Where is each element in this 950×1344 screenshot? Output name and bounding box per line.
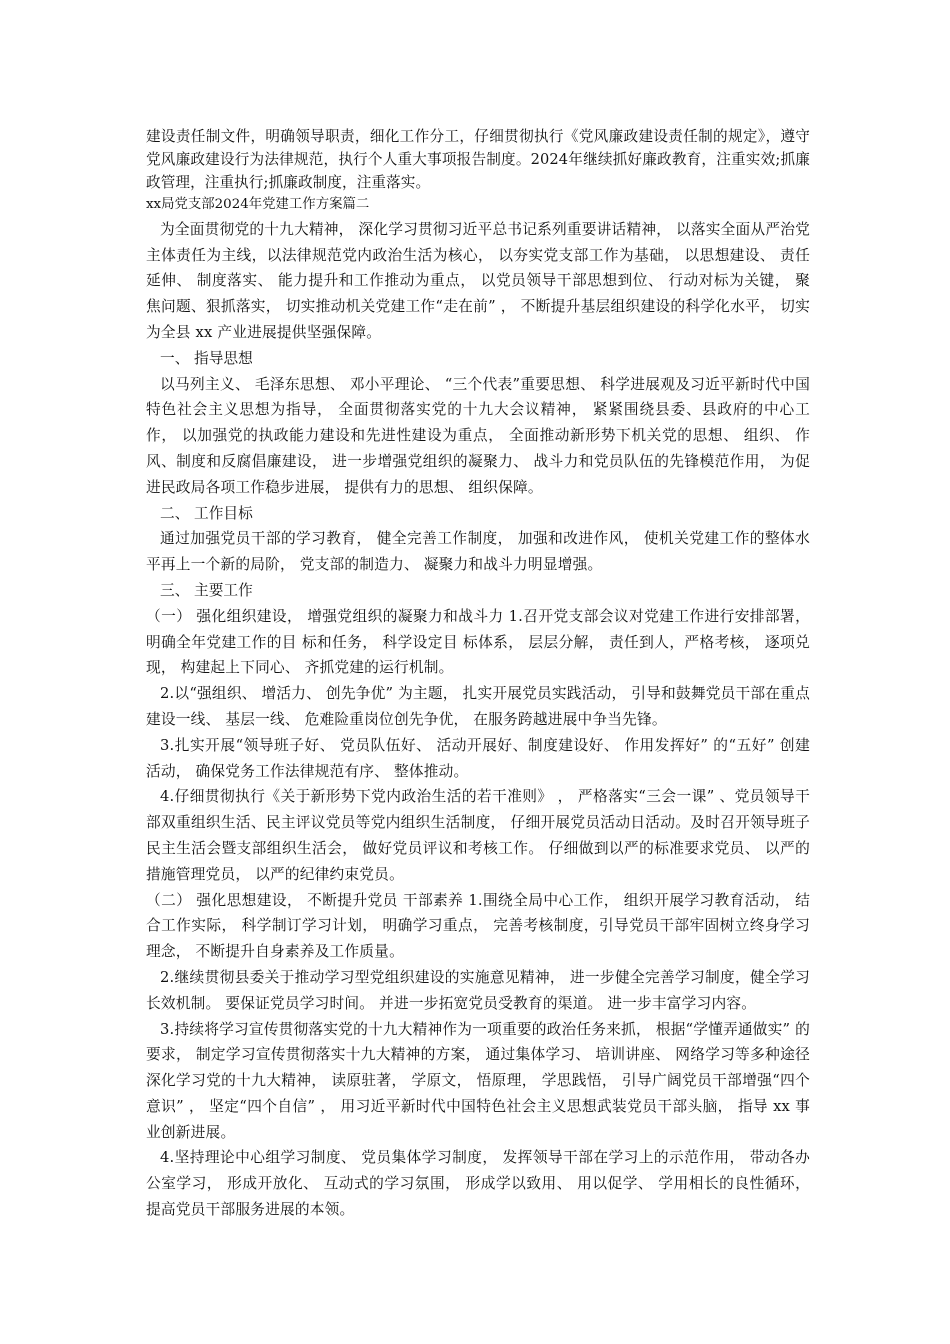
document-page xyxy=(146,126,810,1223)
ideology-item-1: （二） 强化思想建设， 不断提升党员 干部素养 1.围绕全局中心工作， 组织开展学习教育活动， 结合工作实际， 科学制订学习计划， 明确学习重点， 完善考核制度，引导党员干部牢固树立终身学习理念， 不断提升自身素养及工作质量。 xyxy=(146,891,810,961)
section-heading-main-work: 三、 主要工作 xyxy=(160,581,253,599)
work-goals-paragraph: 通过加强党员干部的学习教育， 健全完善工作制度， 加强和改进作风， 使机关党建工作的整体水平再上一个新的局阶， 党支部的制造力、 凝聚力和战斗力明显增强。 xyxy=(146,530,810,574)
ideology-item-4: 4.坚持理论中心组学习制度、 党员集体学习制度， 发挥领导干部在学习上的示范作用， 带动各办公室学习， 形成开放化、 互动式的学习氛围， 形成学以致用、 用以促学、 学用相长的良性循环， 提高党员干部服务进展的本领。 xyxy=(146,1149,810,1219)
ideology-item-3: 3.持续将学习宣传贯彻落实党的十九大精神作为一项重要的政治任务来抓， 根据“学懂弄通做实” 的要求， 制定学习宣传贯彻落实十九大精神的方案， 通过集体学习、 培训讲座、 网络学习等多种途径深化学习党的十九大精神， 读原驻著， 学原文， 悟原理， 学思践悟， 引导广阔党员干部增强“四个意识” ， 坚定“四个自信” ， 用习近平新时代中国特色社会主义思想武装党员干部头脑， 指导 xx 事业创新进展。 xyxy=(146,1020,810,1141)
article-title: xx局党支部2024年党建工作方案篇二 xyxy=(146,197,370,213)
main-work-item-4: 4.仔细贯彻执行《关于新形势下党内政治生活的若干准则》 ， 严格落实“三会一课” 、党员领导干部双重组织生活、民主评议党员等党内组织生活制度， 仔细开展党员活动日活动。及时召开领导班子民主生活会暨支部组织生活会， 做好党员评议和考核工作。 仔细做到以严的标准要求党员、 以严的措施管理党员， 以严的纪律约束党员。 xyxy=(146,788,810,883)
main-work-item-1: （一） 强化组织建设， 增强党组织的凝聚力和战斗力 1.召开党支部会议对党建工作进行安排部署， 明确全年党建工作的目 标和任务， 科学设定目 标体系， 层层分解， 责任到人，严格考核， 逐项兑现， 构建起上下同心、 齐抓党建的运行机制。 xyxy=(146,607,810,677)
intro-paragraph: 建设责任制文件，明确领导职责，细化工作分工，仔细贯彻执行《党风廉政建设责任制的规定》，遵守党风廉政建设行为法律规范，执行个人重大事项报告制度。2024年继续抓好廉政教育，注重实效;抓廉政管理，注重执行;抓廉政制度，注重落实。 xyxy=(146,128,810,191)
section-heading-work-goals: 二、 工作目标 xyxy=(160,504,253,522)
preamble-paragraph: 为全面贯彻党的十九大精神， 深化学习贯彻习近平总书记系列重要讲话精神， 以落实全面从严治党主体责任为主线，以法律规范党内政治生活为核心， 以夯实党支部工作为基础， 以思想建设、 责任延伸、 制度落实、 能力提升和工作推动为重点， 以党员领导干部思想到位、 行动对标为关键， 聚焦问题、狠抓落实， 切实推动机关党建工作“走在前” ， 不断提升基层组织建设的科学化水平， 切实为全县 xx 产业进展提供坚强保障。 xyxy=(146,220,810,341)
section-heading-guiding-ideology: 一、 指导思想 xyxy=(160,349,253,367)
ideology-item-2: 2.继续贯彻县委关于推动学习型党组织建设的实施意见精神， 进一步健全完善学习制度，健全学习长效机制。 要保证党员学习时间。 并进一步拓宽党员受教育的渠道。 进一步丰富学习内容。 xyxy=(146,968,810,1012)
guiding-ideology-paragraph: 以马列主义、 毛泽东思想、 邓小平理论、 “三个代表”重要思想、 科学进展观及习近平新时代中国特色社会主义思想为指导， 全面贯彻落实党的十九大会议精神， 紧紧围绕县委、县政府的中心工作， 以加强党的执政能力建设和先进性建设为重点， 全面推动新形势下机关党的思想、 组织、 作风、制度和反腐倡廉建设， 进一步增强党组织的凝聚力、 战斗力和党员队伍的先锋模范作用， 为促进民政局各项工作稳步进展， 提供有力的思想、 组织保障。 xyxy=(146,375,810,496)
main-work-item-3: 3.扎实开展“领导班子好、 党员队伍好、 活动开展好、制度建设好、 作用发挥好” 的“五好” 创建活动， 确保党务工作法律规范有序、 整体推动。 xyxy=(146,736,810,780)
main-work-item-2: 2.以“强组织、 增活力、 创先争优” 为主题， 扎实开展党员实践活动， 引导和鼓舞党员干部在重点建设一线、 基层一线、 危难险重岗位创先争优， 在服务跨越进展中争当先锋。 xyxy=(146,685,810,728)
